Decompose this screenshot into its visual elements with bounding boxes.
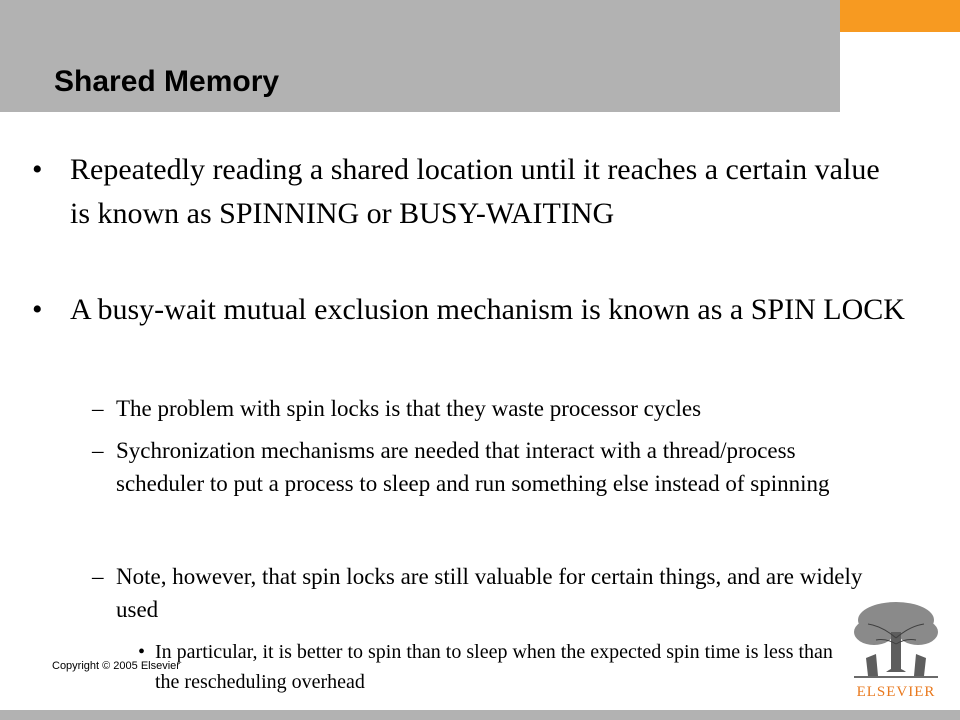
sub-bullet-item: Sychronization mechanisms are needed that interact with a thread/process scheduler to put a process to sleep and run something else instead of spinning [116,438,830,496]
sub-bullet-item: The problem with spin locks is that they waste processor cycles [116,396,702,421]
bottom-bar [0,710,960,720]
sub-bullet-marker: – [92,438,104,463]
elsevier-logo-text: ELSEVIER [856,684,936,700]
sub-bullet-marker: – [92,564,104,589]
sub-sub-bullet-marker: • [138,641,146,663]
slide-title: Shared Memory [54,65,280,98]
bullet-marker: • [32,153,43,186]
copyright-text: Copyright © 2005 Elsevier [52,660,180,672]
bullet-item: Repeatedly reading a shared location until it reaches a certain value is known as SPINNING or BUSY-WAITING [70,153,880,230]
sub-bullet-marker: – [92,396,104,421]
bullet-item: A busy-wait mutual exclusion mechanism is known as a SPIN LOCK [70,293,905,326]
bullet-marker: • [32,293,43,326]
sub-sub-bullet-item: In particular, it is better to spin than to sleep when the expected spin time is less than the rescheduling overhead [155,641,833,693]
sub-bullet-item: Note, however, that spin locks are still valuable for certain things, and are widely used [116,564,863,622]
